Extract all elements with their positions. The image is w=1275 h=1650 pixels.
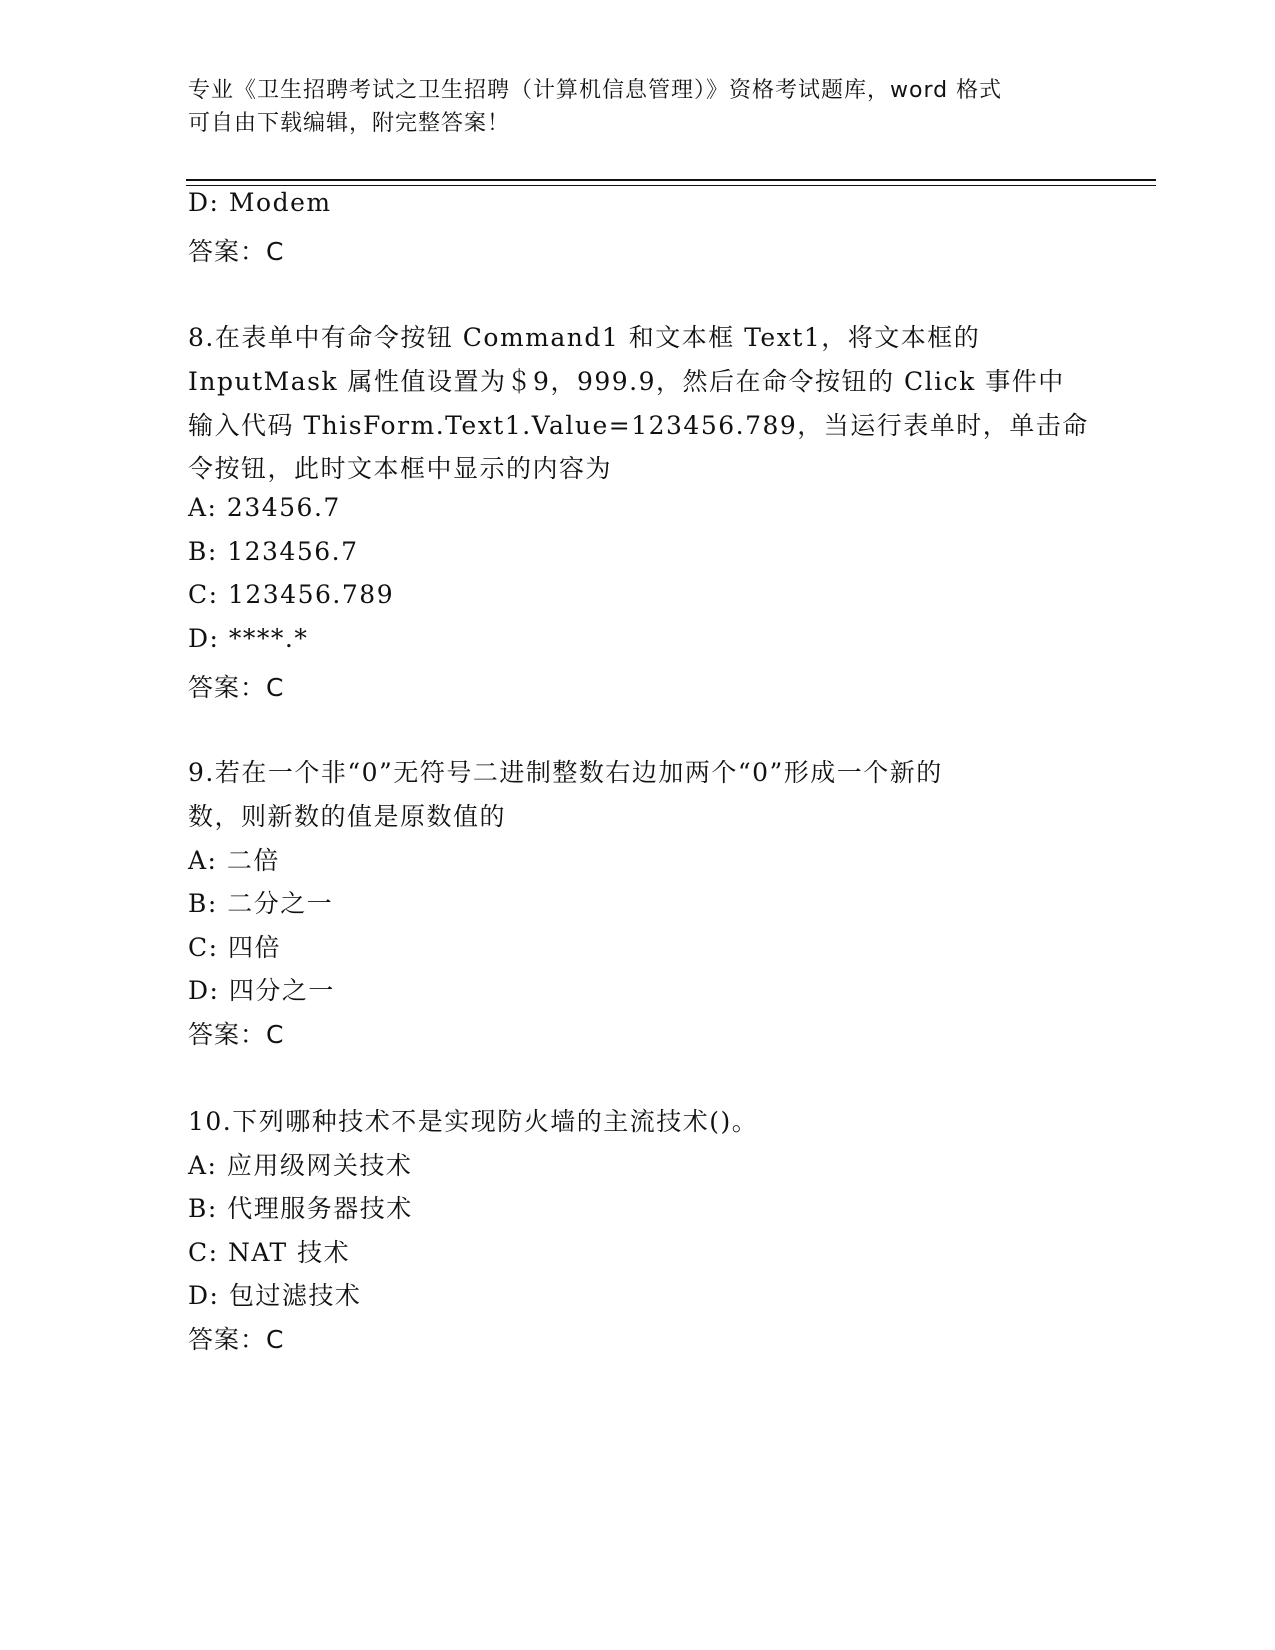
q10-option-c: C: NAT 技术	[188, 1238, 351, 1267]
q8-answer: 答案：C	[188, 673, 285, 702]
header-rule-thick	[186, 179, 1156, 181]
header-rule-thin	[186, 185, 1156, 186]
q9-option-b: B: 二分之一	[188, 889, 334, 918]
q8-stem-line-1: 8.在表单中有命令按钮 Command1 和文本框 Text1，将文本框的	[188, 323, 981, 352]
q9-option-a: A: 二倍	[188, 846, 280, 875]
prev-answer: 答案：C	[188, 237, 285, 266]
q8-stem-line-2: InputMask 属性值设置为＄9，999.9，然后在命令按钮的 Click 事件中	[188, 367, 1065, 396]
q9-option-d: D: 四分之一	[188, 976, 335, 1005]
q8-option-d: D: ****.*	[188, 624, 309, 653]
q10-option-a: A: 应用级网关技术	[188, 1151, 413, 1180]
q8-option-a: A: 23456.7	[188, 493, 341, 522]
q9-answer: 答案：C	[188, 1020, 285, 1049]
q8-stem-line-3: 输入代码 ThisForm.Text1.Value=123456.789，当运行表单时，单击命	[188, 411, 1089, 440]
q9-stem-line-1: 9.若在一个非“0”无符号二进制整数右边加两个“0”形成一个新的	[188, 758, 943, 787]
q10-option-b: B: 代理服务器技术	[188, 1194, 413, 1223]
q8-option-c: C: 123456.789	[188, 580, 395, 609]
q9-option-c: C: 四倍	[188, 933, 281, 962]
q8-stem-line-4: 令按钮，此时文本框中显示的内容为	[188, 454, 613, 483]
q10-option-d: D: 包过滤技术	[188, 1281, 362, 1310]
q8-option-b: B: 123456.7	[188, 537, 359, 566]
header-line-2: 可自由下载编辑，附完整答案！	[188, 111, 511, 136]
document-header	[188, 74, 1088, 140]
q10-answer: 答案：C	[188, 1325, 285, 1354]
q9-stem-line-2: 数，则新数的值是原数值的	[188, 802, 507, 831]
header-line-1: 专业《卫生招聘考试之卫生招聘（计算机信息管理）》资格考试题库，word 格式	[188, 78, 1003, 103]
prev-option-d: D: Modem	[188, 188, 332, 217]
q10-stem-line-1: 10.下列哪种技术不是实现防火墙的主流技术()。	[188, 1107, 759, 1136]
